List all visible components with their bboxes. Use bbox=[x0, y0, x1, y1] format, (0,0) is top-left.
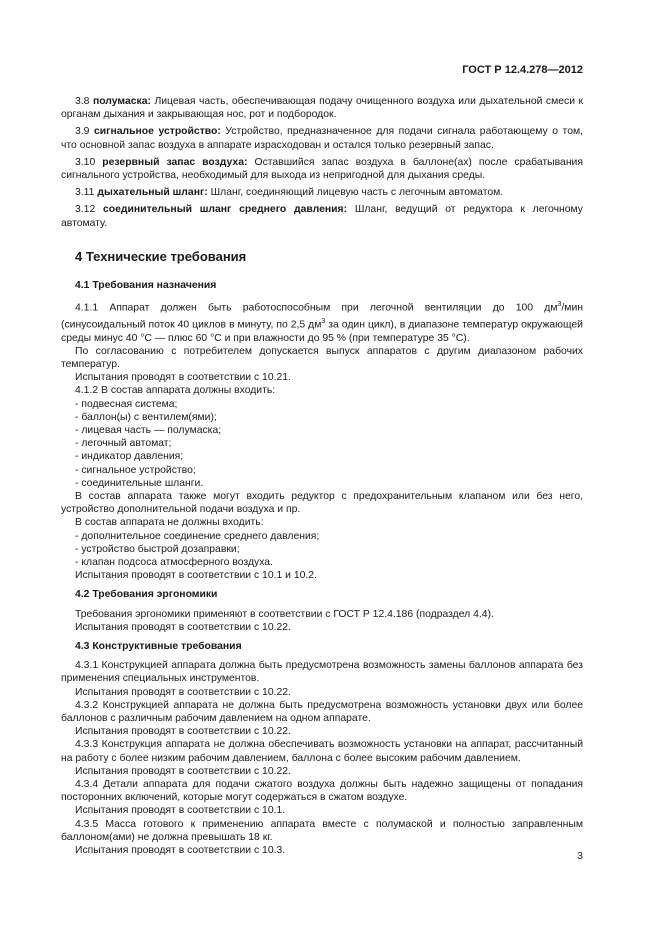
page-content bbox=[61, 95, 583, 857]
definition-item: 3.10 резервный запас воздуха: Оставшийся запас воздуха в баллоне(ах) после срабатывания сигнального устройства, необходимый для выхода из непригодной для дыхания среды. bbox=[61, 156, 583, 182]
subsection-title: 4.3 Конструктивные требования bbox=[75, 641, 242, 653]
paragraph: Требования эргономики применяют в соответствии с ГОСТ Р 12.4.186 (подраздел 4.4). bbox=[75, 608, 494, 620]
definition-item: 3.11 дыхательный шланг: Шланг, соединяющий лицевую часть с легочным автоматом. bbox=[75, 187, 504, 199]
paragraph: По согласованию с потребителем допускается выпуск аппаратов с другим диапазоном рабочих температур. bbox=[61, 345, 583, 370]
list-item: - легочный автомат; bbox=[75, 438, 172, 450]
definition-item: 3.8 полумаска: Лицевая часть, обеспечивающая подачу очищенного воздуха или дыхательной смеси к органам дыхания и закрывающая нос, рот и подбородок. bbox=[61, 96, 584, 121]
definition-item: 3.12 соединительный шланг среднего давления: Шланг, ведущий от редуктора к легочному автомату. bbox=[61, 204, 583, 229]
list-item: - дополнительное соединение среднего давления; bbox=[75, 530, 320, 542]
test-reference: Испытания проводят в соответствии с 10.3. bbox=[75, 845, 286, 857]
composition-list bbox=[61, 398, 583, 490]
paragraph-4-3-2: 4.3.2 Конструкцией аппарата не должна быть предусмотрена возможность установки двух или более баллонов с различным рабочим давлением на одном аппарате. bbox=[61, 699, 583, 725]
paragraph-4-1-2: 4.1.2 В состав аппарата должны входить: bbox=[75, 385, 276, 397]
subsection-title: 4.1 Требования назначения bbox=[75, 280, 217, 292]
list-item: - соединительные шланги. bbox=[75, 477, 204, 489]
test-reference: Испытания проводят в соответствии с 10.21. bbox=[75, 372, 291, 384]
paragraph-4-1-1: 4.1.1 Аппарат должен быть работоспособным при легочной вентиляции до 100 $дм^3$/мин (синусоидальный поток 40 циклов в минуту, по 2,5 $дм^3$ за один цикл), в диапазоне температур окружающей среды минус 40 °С — плюс 60 °С и при влажности до 95 % (при температуре 35 °С). bbox=[61, 301, 583, 344]
list-item: - сигнальное устройство; bbox=[75, 464, 196, 476]
definition-item: 3.9 сигнальное устройство: Устройство, предназначенное для подачи сигнала работающему о том, что основной запас воздуха в аппарате израсходован и остался только резервный запас. bbox=[61, 126, 584, 151]
paragraph: В состав аппарата не должны входить: bbox=[75, 517, 264, 529]
paragraph-4-3-5: 4.3.5 Масса готового к применению аппарата вместе с полумаской и полностью заправленным баллоном(ами) не должна превышать 18 кг. bbox=[61, 818, 583, 843]
list-item: - баллон(ы) с вентилем(ями); bbox=[75, 411, 217, 423]
test-reference: Испытания проводят в соответствии с 10.22. bbox=[75, 765, 291, 777]
subsection-title: 4.2 Требования эргономики bbox=[75, 589, 218, 601]
test-reference: Испытания проводят в соответствии с 10.1 и 10.2. bbox=[75, 570, 317, 582]
paragraph-4-3-3: 4.3.3 Конструкция аппарата не должна обеспечивать возможность установки на аппарат, рассчитанный на работу с более низким рабочим давлением, баллона с более высоким рабочим давлением. bbox=[61, 739, 583, 764]
test-reference: Испытания проводят в соответствии с 10.22. bbox=[75, 686, 291, 698]
paragraph: В состав аппарата также могут входить редуктор с предохранительным клапаном или без него, устройство дополнительной подачи воздуха и пр. bbox=[61, 491, 583, 516]
list-item: - индикатор давления; bbox=[75, 451, 184, 463]
exclusion-list bbox=[61, 530, 583, 570]
test-reference: Испытания проводят в соответствии с 10.22. bbox=[75, 726, 291, 738]
page-number: 3 bbox=[577, 850, 583, 862]
document-header: ГОСТ Р 12.4.278—2012 bbox=[462, 64, 583, 76]
paragraph-4-3-4: 4.3.4 Детали аппарата для подачи сжатого воздуха должны быть надежно защищены от попадания посторонних включений, которые могут содержаться в сжатом воздухе. bbox=[61, 779, 583, 804]
list-item: - подвесная система; bbox=[75, 398, 178, 410]
list-item: - лицевая часть — полумаска; bbox=[75, 425, 222, 436]
definitions bbox=[61, 95, 583, 230]
list-item: - клапан подсоса атмосферного воздуха. bbox=[75, 557, 273, 569]
section-title: 4 Технические требования bbox=[75, 248, 247, 264]
test-reference: Испытания проводят в соответствии с 10.22. bbox=[75, 621, 291, 633]
list-item: - устройство быстрой дозаправки; bbox=[75, 543, 240, 555]
test-reference: Испытания проводят в соответствии с 10.1. bbox=[75, 805, 286, 817]
paragraph-4-3-1: 4.3.1 Конструкцией аппарата должна быть предусмотрена возможность замены баллонов аппарата без применения специальных инструментов. bbox=[61, 660, 583, 685]
